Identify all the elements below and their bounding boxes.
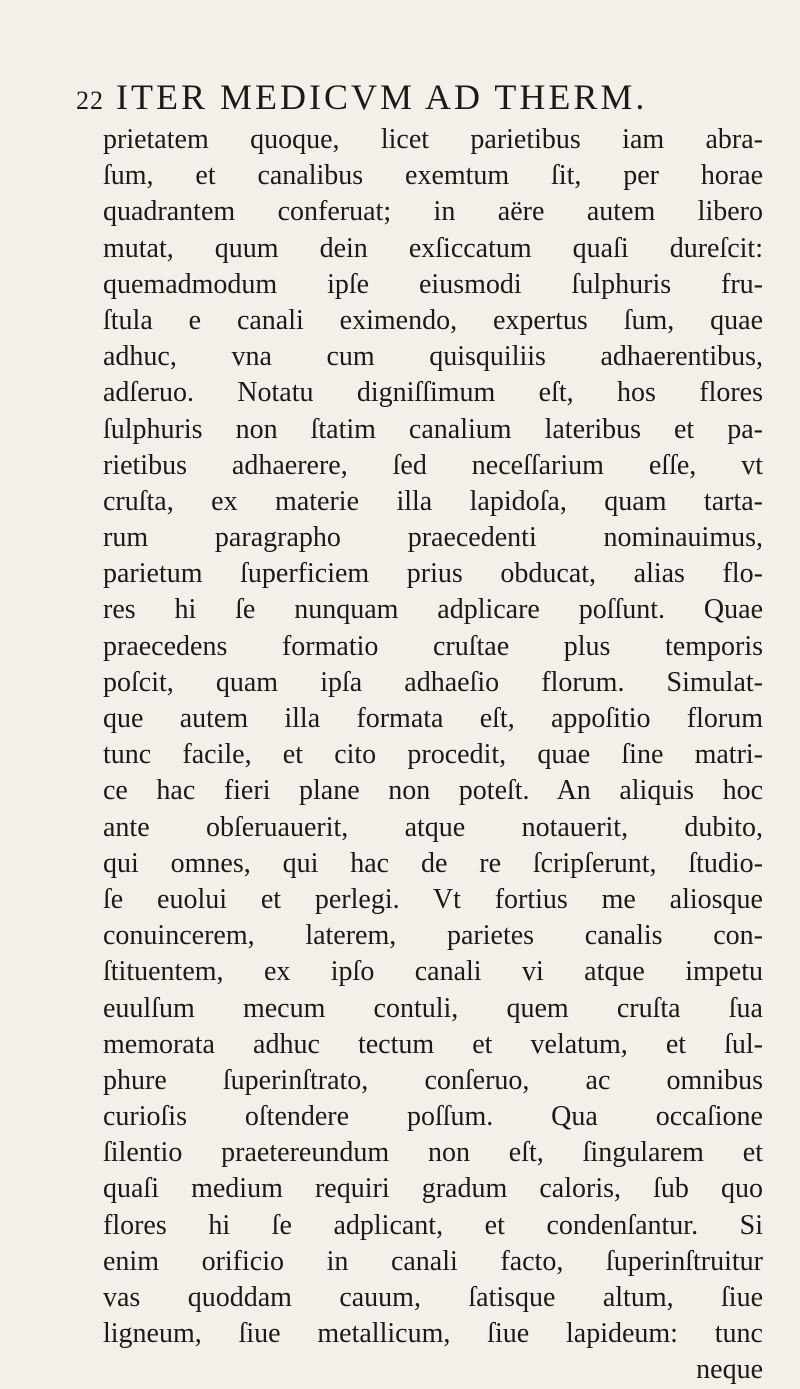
- page-number: 22: [76, 86, 104, 115]
- text-line: ligneum, ſiue metallicum, ſiue lapideum: tunc: [103, 1318, 763, 1350]
- text-line: adhuc, vna cum quisquiliis adhaerentibus,: [103, 341, 763, 373]
- page-header: [76, 76, 766, 116]
- text-line: ſtituentem, ex ipſo canali vi atque impetu: [103, 956, 763, 988]
- text-line: cruſta, ex materie illa lapidoſa, quam tarta-: [103, 485, 763, 517]
- text-line: quaſi medium requiri gradum caloris, ſub quo: [103, 1173, 763, 1205]
- body-text: [103, 122, 763, 1389]
- text-line: praecedens formatio cruſtae plus temporis: [103, 630, 763, 662]
- text-line: vas quoddam cauum, ſatisque altum, ſiue: [103, 1282, 763, 1313]
- text-line: res hi ſe nunquam adplicare poſſunt. Quae: [103, 594, 763, 626]
- text-line: enim orificio in canali facto, ſuperinſtruitur: [103, 1245, 763, 1277]
- text-line: euulſum mecum contuli, quem cruſta ſua: [103, 992, 763, 1024]
- text-line: rietibus adhaerere, ſed neceſſarium eſſe, vt: [103, 449, 763, 481]
- text-line: flores hi ſe adplicant, et condenſantur. Si: [103, 1209, 763, 1241]
- text-line: qui omnes, qui hac de re ſcripſerunt, ſtudio-: [103, 847, 763, 879]
- running-head: ITER MEDICVM AD THERM.: [116, 77, 648, 117]
- text-line: tunc facile, et cito procedit, quae ſine matri-: [103, 739, 763, 771]
- text-line: prietatem quoque, licet parietibus iam abra-: [103, 124, 763, 155]
- text-line: phure ſuperinſtrato, conſeruo, ac omnibus: [103, 1064, 763, 1096]
- text-line: ce hac fieri plane non poteſt. An aliquis hoc: [103, 775, 763, 807]
- text-line: mutat, quum dein exſiccatum quaſi dureſcit:: [103, 232, 763, 264]
- text-line: poſcit, quam ipſa adhaeſio florum. Simulat-: [103, 666, 763, 698]
- text-line: quadrantem conferuat; in aëre autem libero: [103, 196, 763, 228]
- text-line: ante obſeruauerit, atque notauerit, dubito,: [103, 811, 763, 843]
- text-line: ſtula e canali eximendo, expertus ſum, quae: [103, 304, 763, 336]
- text-line: adſeruo. Notatu digniſſimum eſt, hos flores: [103, 377, 763, 409]
- catchword: neque: [696, 1354, 763, 1386]
- text-line: memorata adhuc tectum et velatum, et ſul-: [103, 1028, 763, 1060]
- text-line: ſulphuris non ſtatim canalium lateribus et pa-: [103, 413, 763, 445]
- text-line: conuincerem, laterem, parietes canalis con-: [103, 920, 763, 952]
- text-line: ſilentio praetereundum non eſt, ſingularem et: [103, 1137, 763, 1169]
- text-line: parietum ſuperficiem prius obducat, alias flo-: [103, 558, 763, 590]
- text-line: ſe euolui et perlegi. Vt fortius me aliosque: [103, 883, 763, 915]
- text-line: quemadmodum ipſe eiusmodi ſulphuris fru-: [103, 268, 763, 300]
- text-line: que autem illa formata eſt, appoſitio florum: [103, 703, 763, 734]
- text-line: ſum, et canalibus exemtum ſit, per horae: [103, 160, 763, 192]
- text-line: rum paragrapho praecedenti nominauimus,: [103, 522, 763, 554]
- text-line: curioſis oſtendere poſſum. Qua occaſione: [103, 1101, 763, 1133]
